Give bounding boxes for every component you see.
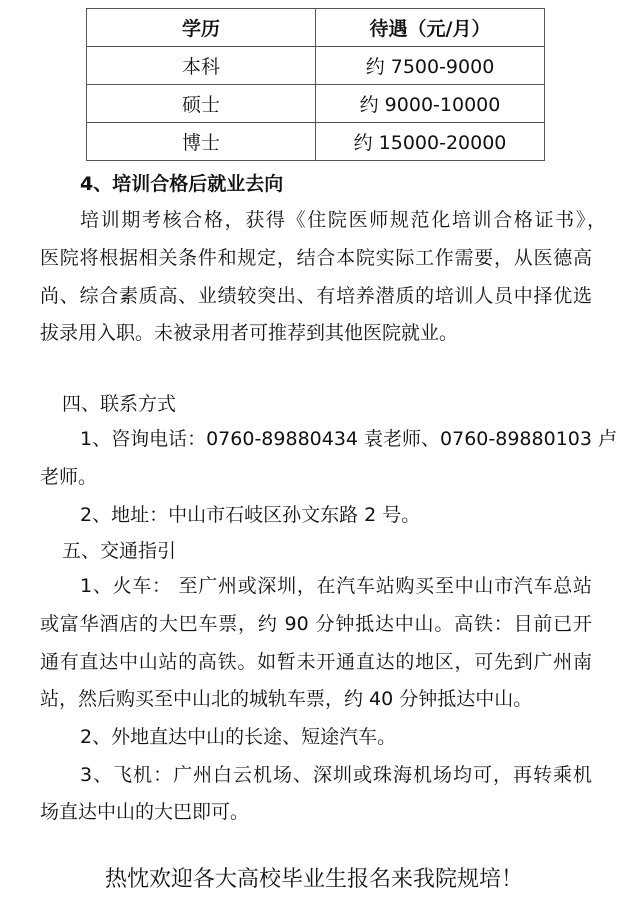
closing-slogan: 热忱欢迎各大高校毕业生报名来我院规培！ <box>104 867 523 892</box>
section4-line: 尚、综合素质高、业绩较突出、有培养潜质的培训人员中择优选 <box>40 285 592 307</box>
contact-address: 2、地址：中山市石岐区孙文东路 2 号。 <box>80 504 421 526</box>
header-salary: 待遇（元/月） <box>316 9 545 47</box>
contact-phone-line: 1、咨询电话：0760-89880434 袁老师、0760-89880103 卢 <box>80 428 618 450</box>
header-degree: 学历 <box>87 9 316 47</box>
section4-line: 拔录用入职。未被录用者可推荐到其他医院就业。 <box>40 322 459 344</box>
cell-salary: 约 7500-9000 <box>316 47 545 85</box>
cell-salary: 约 15000-20000 <box>316 123 545 161</box>
traffic-train-line: 或富华酒店的大巴车票，约 90 分钟抵达中山。高铁：目前已开 <box>40 613 592 635</box>
salary-table <box>86 8 545 161</box>
traffic-plane-line: 3、飞机：广州白云机场、深圳或珠海机场均可，再转乘机 <box>80 764 592 786</box>
table-header-row <box>87 9 545 47</box>
traffic-train-line: 1、火车： 至广州或深圳，在汽车站购买至中山市汽车总站 <box>80 575 592 597</box>
salary-table-wrapper <box>86 8 544 161</box>
section4-heading: 4、培训合格后就业去向 <box>80 173 284 195</box>
contact-heading: 四、联系方式 <box>62 393 177 415</box>
traffic-plane-line: 场直达中山的大巴即可。 <box>40 801 250 823</box>
traffic-heading: 五、交通指引 <box>62 540 177 562</box>
traffic-train-line: 站，然后购买至中山北的城轨车票，约 40 分钟抵达中山。 <box>40 688 533 710</box>
traffic-train-line: 通有直达中山站的高铁。如暂未开通直达的地区，可先到广州南 <box>40 651 592 673</box>
cell-degree: 本科 <box>87 47 316 85</box>
cell-degree: 硕士 <box>87 85 316 123</box>
table-row <box>87 47 545 85</box>
section4-line: 培训期考核合格，获得《住院医师规范化培训合格证书》， <box>80 209 606 231</box>
table-row <box>87 85 545 123</box>
traffic-bus-line: 2、外地直达中山的长途、短途汽车。 <box>80 726 397 748</box>
cell-salary: 约 9000-10000 <box>316 85 545 123</box>
contact-phone-line: 老师。 <box>40 466 98 488</box>
section4-line: 医院将根据相关条件和规定，结合本院实际工作需要，从医德高 <box>40 247 592 269</box>
cell-degree: 博士 <box>87 123 316 161</box>
table-row <box>87 123 545 161</box>
